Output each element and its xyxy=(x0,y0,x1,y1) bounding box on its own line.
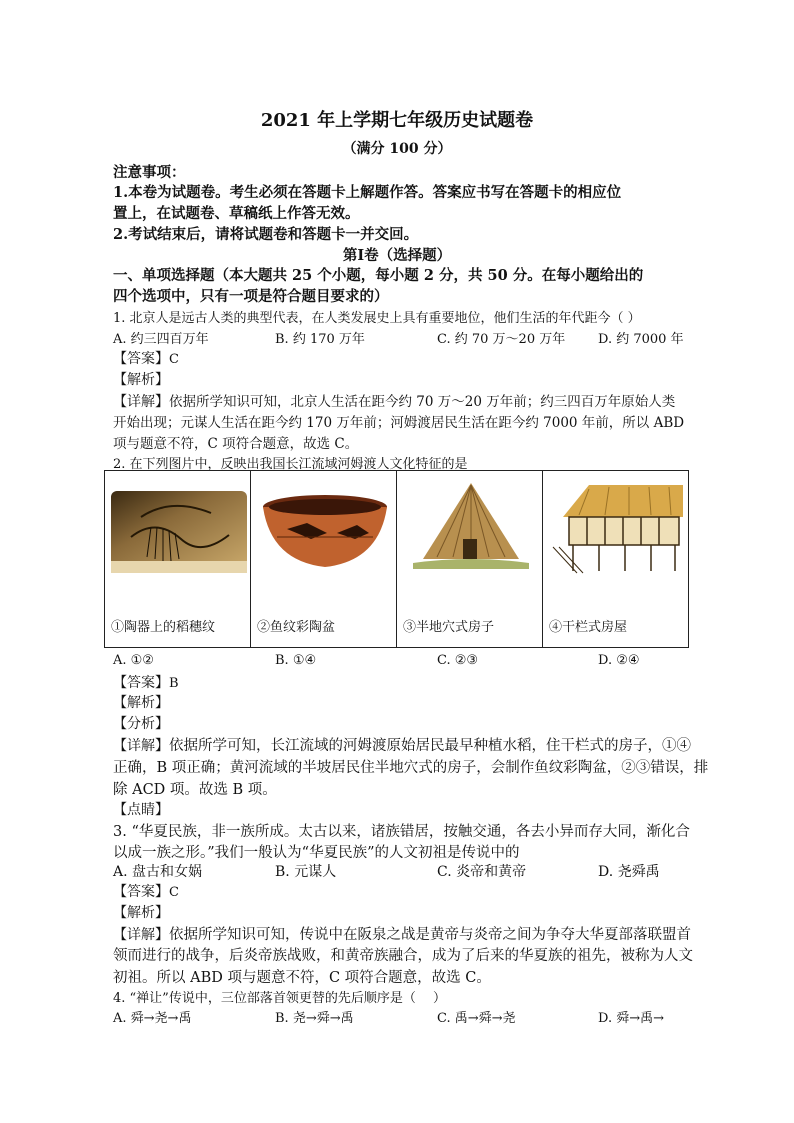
section-line-1: 一、单项选择题（本大题共 25 个小题，每小题 2 分，共 50 分。在每小题给出的 xyxy=(113,267,644,284)
q2-option-d: D. ②④ xyxy=(598,653,640,668)
detail-label: 【详解】 xyxy=(113,738,169,754)
q3-option-d: D. 尧舜禹 xyxy=(598,864,660,880)
q2-detail-3: 除 ACD 项。故选 B 项。 xyxy=(113,782,277,798)
q3-option-a: A. 盘古和女娲 xyxy=(113,864,203,880)
q2-fenxi-label: 【分析】 xyxy=(113,716,169,732)
q1-option-d: D. 约 7000 年 xyxy=(598,332,684,347)
q2-caption-1: ①陶器上的稻穗纹 xyxy=(111,620,216,635)
q3-answer-line xyxy=(113,881,179,901)
q2-detail-text-1: 依据所学可知，长江流域的河姆渡原始居民最早种植水稻，住干栏式的房子，①④ xyxy=(169,738,691,754)
q3-detail-1 xyxy=(113,923,691,944)
q2-answer: B xyxy=(169,676,179,691)
q3-stem-1: 3. “华夏民族，非一族所成。太古以来，诸族错居，按触交通，各去小异而存大同，渐化合 xyxy=(113,824,690,840)
q2-dianjing-label: 【点睛】 xyxy=(113,802,169,818)
q4-option-c: C. 禹→舜→尧 xyxy=(437,1011,516,1026)
q3-detail-2: 领而进行的战争，后炎帝族战败，和黄帝族融合，成为了后来的华夏族的祖先，被称为人文 xyxy=(113,948,693,964)
q4-option-a: A. 舜→尧→禹 xyxy=(113,1011,192,1026)
q2-image-cell-3 xyxy=(397,471,543,648)
semi-subterranean-house-image xyxy=(403,477,539,581)
part-one-heading: 第Ⅰ卷（选择题） xyxy=(342,247,452,264)
q3-stem-2: 以成一族之形。”我们一般认为“华夏民族”的人文初祖是传说中的 xyxy=(113,845,520,861)
q4-option-b: B. 尧→舜→禹 xyxy=(275,1011,354,1026)
notice-line-1a: 1.本卷为试题卷。考生必须在答题卡上解题作答。答案应书写在答题卡的相应位 xyxy=(113,184,622,201)
answer-label: 【答案】 xyxy=(113,884,169,900)
q1-stem: 1. 北京人是远古人类的典型代表，在人类发展史上具有重要地位，他们生活的年代距今（ ） xyxy=(113,311,641,326)
stilt-house-image xyxy=(549,477,685,581)
notice-heading: 注意事项： xyxy=(113,164,186,181)
fish-pattern-pottery-basin-image xyxy=(257,477,393,581)
q1-option-b: B. 约 170 万年 xyxy=(275,332,365,347)
q3-answer: C xyxy=(169,885,179,900)
answer-label: 【答案】 xyxy=(113,351,169,367)
q1-detail-2: 开始出现；元谋人生活在距今约 170 万年前；河姆渡居民生活在距今约 7000 年前，所以 ABD xyxy=(113,415,685,431)
q3-option-c: C. 炎帝和黄帝 xyxy=(437,864,527,880)
q2-caption-2: ②鱼纹彩陶盆 xyxy=(257,620,336,635)
exam-title: 2021 年上学期七年级历史试题卷 xyxy=(260,110,534,131)
q1-detail-text-1: 依据所学知识可知，北京人生活在距今约 70 万～20 万年前；约三四百万年原始人类 xyxy=(169,394,676,410)
q1-detail-3: 项与题意不符，C 项符合题意，故选 C。 xyxy=(113,436,359,452)
q4-stem: 4. “禅让”传说中，三位部落首领更替的先后顺序是（ ） xyxy=(113,991,446,1006)
q3-option-b: B. 元谋人 xyxy=(275,864,337,880)
q2-detail-2: 正确，B 项正确；黄河流域的半坡居民住半地穴式的房子，会制作鱼纹彩陶盆，②③错误，排 xyxy=(113,760,709,776)
q2-answer-line xyxy=(113,672,179,692)
q2-jiexi-label: 【解析】 xyxy=(113,695,169,711)
q3-jiexi-label: 【解析】 xyxy=(113,905,169,921)
q2-image-cell-2 xyxy=(251,471,397,648)
q3-detail-text-1: 依据所学知识可知，传说中在阪泉之战是黄帝与炎帝之间为争夺大华夏部落联盟首 xyxy=(169,927,691,943)
section-line-2: 四个选项中，只有一项是符合题目要求的） xyxy=(113,288,389,305)
q2-image-cell-1 xyxy=(105,471,251,648)
q1-option-c: C. 约 70 万～20 万年 xyxy=(437,332,566,347)
answer-label: 【答案】 xyxy=(113,675,169,691)
notice-line-2: 2.考试结束后，请将试题卷和答题卡一并交回。 xyxy=(113,226,419,243)
detail-label: 【详解】 xyxy=(113,394,169,410)
q2-caption-4: ④干栏式房屋 xyxy=(549,620,628,635)
q1-detail-1 xyxy=(113,390,675,411)
q2-stem: 2. 在下列图片中，反映出我国长江流域河姆渡人文化特征的是 xyxy=(113,457,468,472)
q2-option-c: C. ②③ xyxy=(437,653,479,668)
q1-answer-line xyxy=(113,348,179,368)
pottery-rice-pattern-image xyxy=(111,477,247,581)
q2-option-b: B. ①④ xyxy=(275,653,317,668)
q3-detail-3: 初祖。所以 ABD 项与题意不符，C 项符合题意，故选 C。 xyxy=(113,970,491,986)
notice-line-1b: 置上，在试题卷、草稿纸上作答无效。 xyxy=(113,205,360,222)
q1-jiexi-label: 【解析】 xyxy=(113,372,169,388)
q2-detail-1 xyxy=(113,734,691,755)
q2-image-cell-4 xyxy=(543,471,689,648)
q2-caption-3: ③半地穴式房子 xyxy=(403,620,495,635)
q2-option-a: A. ①② xyxy=(113,653,154,668)
q1-answer: C xyxy=(169,352,179,367)
q1-option-a: A. 约三四百万年 xyxy=(113,332,209,347)
detail-label: 【详解】 xyxy=(113,927,169,943)
q2-image-table xyxy=(104,470,689,648)
exam-score: （满分 100 分） xyxy=(342,141,452,157)
q4-option-d: D. 舜→禹→ xyxy=(598,1011,665,1026)
